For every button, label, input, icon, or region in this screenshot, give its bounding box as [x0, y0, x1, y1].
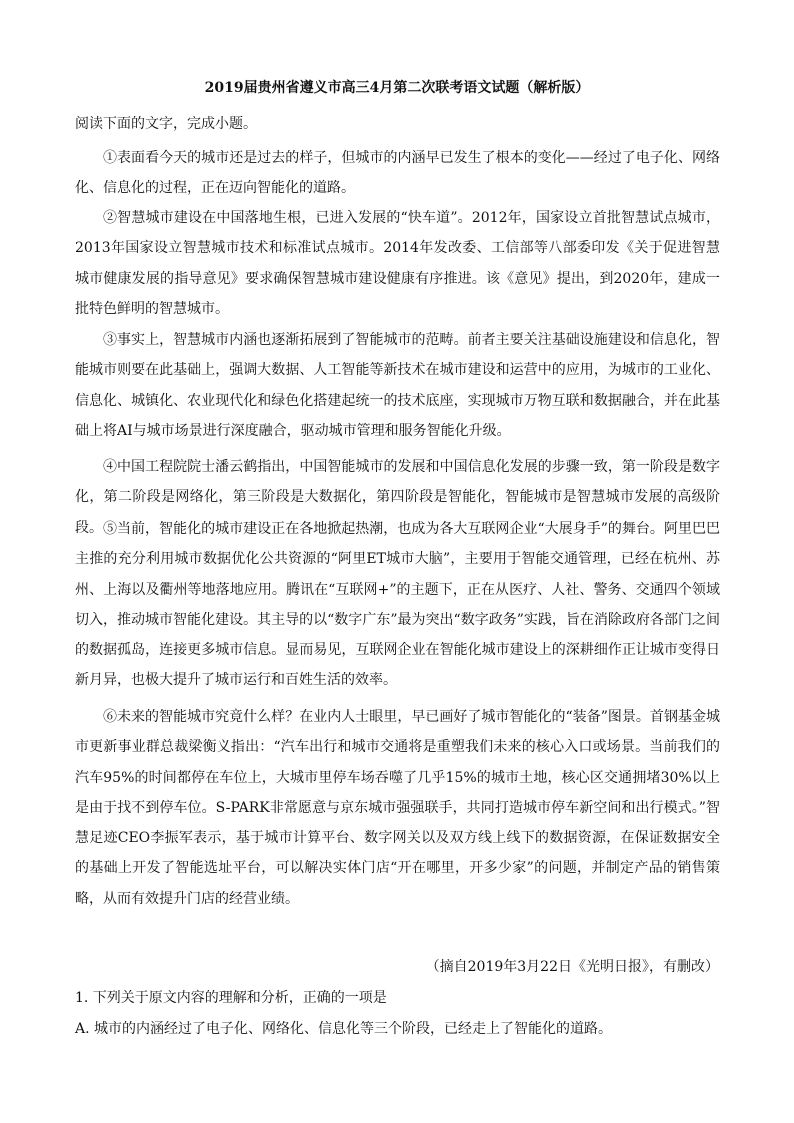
paragraph-5: ⑤当前，智能化的城市建设正在各地掀起热潮，也成为各大互联网企业“大展身手”的舞台。阿里巴巴主推的充分利用城市数据优化公共资源的“阿里ET城市大脑”，主要用于智能交通管理，已经在杭州、苏州、上海以及衢州等地落地应用。腾讯在“互联网+”的主题下，正在从医疗、人社、警务、交通四个领域切入，推动城市智能化建设。其主导的以“数字广东”最为突出“数字政务”实践，旨在消除政府各部门之间的数据孤岛，连接更多城市信息。显而易见，互联网企业在智能化城市建设上的深耕细作正让城市变得日新月异，也极大提升了城市运行和百姓生活的效率。 [75, 521, 720, 689]
option-a: A. 城市的内涵经过了电子化、网络化、信息化等三个阶段，已经走上了智能化的道路。 [75, 1021, 613, 1037]
paragraph-4: ④中国工程院院士潘云鹤指出，中国智能城市的发展和中国信息化发展的步骤一致，第一阶段是数字化，第二阶段是网络化，第三阶段是大数据化，第四阶段是智能化，智能城市是智慧城市发展的高级阶段。 [75, 459, 720, 536]
document-title: 2019届贵州省遵义市高三4月第二次联考语文试题（解析版） [204, 80, 590, 96]
paragraph-1: ①表面看今天的城市还是过去的样子，但城市的内涵早已发生了根本的变化——经过了电子化、网络化、信息化的过程，正在迈向智能化的道路。 [75, 150, 720, 197]
reading-instruction: 阅读下面的文字，完成小题。 [75, 116, 257, 132]
paragraph-3: ③事实上，智慧城市内涵也逐渐拓展到了智能城市的范畴。前者主要关注基础设施建设和信息化，智能城市则要在此基础上，强调大数据、人工智能等新技术在城市建设和运营中的应用，为城市的工业化、信息化、城镇化、农业现代化和绿色化搭建起统一的技术底座，实现城市万物互联和数据融合，并在此基础上将AI与城市场景进行深度融合，驱动城市管理和服务智能化升级。 [75, 332, 720, 439]
question-1: 1. 下列关于原文内容的理解和分析，正确的一项是 [75, 990, 387, 1006]
paragraph-2: ②智慧城市建设在中国落地生根，已进入发展的“快车道”。2012年，国家设立首批智慧试点城市，2013年国家设立智慧城市技术和标准试点城市。2014年发改委、工信部等八部委印发《关于促进智慧城市健康发展的指导意见》要求确保智慧城市建设健康有序推进。该《意见》提出，到2020年，建成一批特色鲜明的智慧城市。 [75, 210, 720, 317]
paragraph-6: ⑥未来的智能城市究竟什么样？在业内人士眼里，早已画好了城市智能化的“装备”图景。首钢基金城市更新事业群总裁梁衡义指出：“汽车出行和城市交通将是重塑我们未来的核心入口或场景。当前我们的汽车95%的时间都停在车位上，大城市里停车场吞噬了几乎15%的城市土地，核心区交通拥堵30%以上是由于找不到停车位。S-PARK非常愿意与京东城市强强联手，共同打造城市停车新空间和出行模式。”智慧足迹CEO李振军表示，基于城市计算平台、数字网关以及双方线上线下的数据资源，在保证数据安全的基础上开发了智能选址平台，可以解决实体门店“开在哪里，开多少家”的问题，并制定产品的销售策略，从而有效提升门店的经营业绩。 [75, 709, 720, 907]
source-citation: （摘自2019年3月22日《光明日报》，有删改） [425, 959, 719, 975]
